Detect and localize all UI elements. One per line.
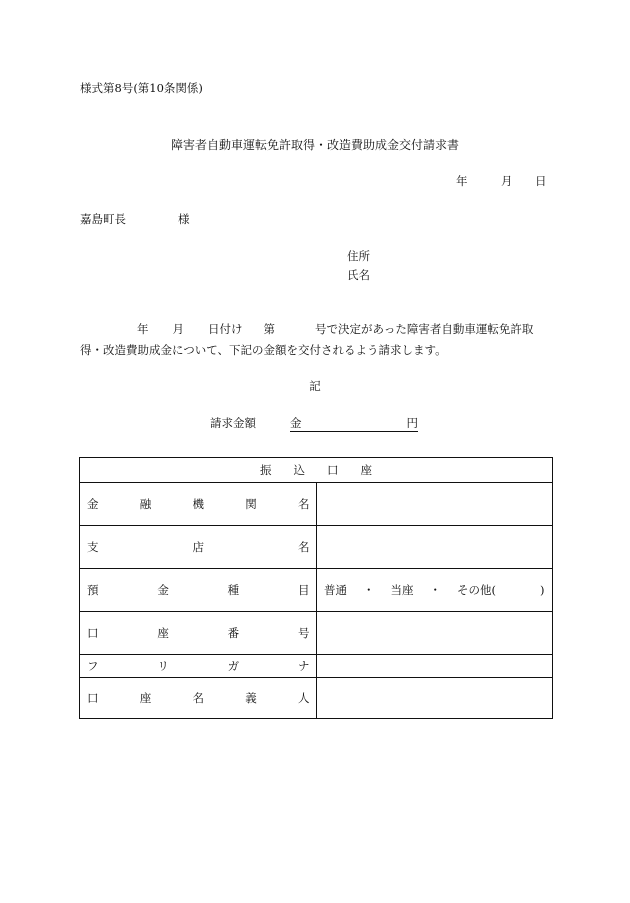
form-number: 様式第8号(第10条関係) <box>80 81 203 95</box>
row-label-char: 口 <box>87 626 99 640</box>
body-dated: 日付け <box>208 322 243 336</box>
row-label-char: 種 <box>227 583 240 597</box>
addressee-name: 嘉島町長 <box>80 212 126 226</box>
row-label-cell <box>80 655 317 678</box>
amount-field[interactable] <box>290 416 418 432</box>
table-row <box>80 678 553 719</box>
row-label-char: 金 <box>87 497 99 511</box>
row-label-cell <box>80 612 317 655</box>
row-label <box>80 496 316 512</box>
amount-prefix: 金 <box>290 416 302 430</box>
row-label <box>80 690 316 706</box>
table-row <box>80 526 553 569</box>
body-dai: 第 <box>263 322 275 336</box>
table-row <box>80 612 553 655</box>
row-label-char: 預 <box>87 583 99 597</box>
account-type-current[interactable]: 当座 <box>390 583 414 597</box>
row-label-char: 名 <box>298 497 310 511</box>
row-label-char: 関 <box>245 497 257 511</box>
row-label-char: 口 <box>87 691 99 705</box>
row-label-char: 人 <box>298 691 310 705</box>
amount-label: 請求金額 <box>210 416 256 430</box>
bank-table-header-text: 振込口座 <box>260 463 394 477</box>
account-type-regular[interactable]: 普通 <box>324 583 347 597</box>
row-label-cell <box>80 483 317 526</box>
ki-marker: 記 <box>309 379 321 393</box>
row-label-char: 融 <box>139 497 152 511</box>
addressee-honorific: 様 <box>178 212 190 226</box>
addressee <box>80 212 190 226</box>
body-line1-rest: 号で決定があった障害者自動車運転免許取 <box>315 322 534 336</box>
account-type-other[interactable]: その他( <box>457 583 496 597</box>
bank-account-table <box>79 457 553 719</box>
body-month: 月 <box>172 322 184 336</box>
document-title: 障害者自動車運転免許取得・改造費助成金交付請求書 <box>170 138 459 152</box>
row-label <box>80 582 316 598</box>
row-label-char: 目 <box>297 583 310 597</box>
row-label-char: 金 <box>157 583 169 597</box>
account-type-separator: ・ <box>429 583 441 597</box>
row-label-char: 店 <box>192 540 204 554</box>
row-label-char: ナ <box>297 659 310 673</box>
request-text-line-1 <box>80 322 533 336</box>
request-text-line-2: 得・改造費助成金について、下記の金額を交付されるよう請求します。 <box>80 343 447 357</box>
row-label-cell <box>80 526 317 569</box>
table-row <box>80 483 553 526</box>
row-label-cell <box>80 678 317 719</box>
date-year-label: 年 <box>456 174 468 188</box>
row-label-char: 支 <box>87 540 99 554</box>
row-label <box>80 539 316 555</box>
bank-name-field[interactable] <box>316 483 553 526</box>
branch-name-field[interactable] <box>316 526 553 569</box>
row-label-char: 号 <box>297 626 310 640</box>
row-label-char: 座 <box>157 626 169 640</box>
bank-table-header <box>80 458 553 483</box>
row-label-char: 名 <box>298 540 310 554</box>
requested-amount <box>210 416 418 432</box>
table-row <box>80 655 553 678</box>
row-label-char: フ <box>87 659 99 673</box>
date-day-label: 日 <box>535 174 547 188</box>
address-label: 住所 <box>347 249 370 263</box>
account-type-field[interactable] <box>316 569 553 612</box>
row-label-char: 番 <box>227 626 240 640</box>
amount-suffix: 円 <box>406 416 418 430</box>
row-label-char: 義 <box>245 691 257 705</box>
account-type-separator: ・ <box>363 583 375 597</box>
row-label <box>80 658 316 674</box>
table-row <box>80 569 553 612</box>
row-label <box>80 625 316 641</box>
row-label-char: リ <box>157 659 169 673</box>
account-holder-field[interactable] <box>316 678 553 719</box>
name-label: 氏名 <box>347 268 370 282</box>
row-label-cell <box>80 569 317 612</box>
body-year: 年 <box>137 322 149 336</box>
furigana-field[interactable] <box>316 655 553 678</box>
bank-table-header-row <box>80 458 553 483</box>
row-label-char: 座 <box>139 691 152 705</box>
account-type-other-close: ) <box>540 583 545 597</box>
date-line <box>456 174 547 188</box>
account-number-field[interactable] <box>316 612 553 655</box>
row-label-char: ガ <box>227 659 240 673</box>
row-label-char: 名 <box>192 691 204 705</box>
date-month-label: 月 <box>501 174 513 188</box>
row-label-char: 機 <box>192 497 204 511</box>
